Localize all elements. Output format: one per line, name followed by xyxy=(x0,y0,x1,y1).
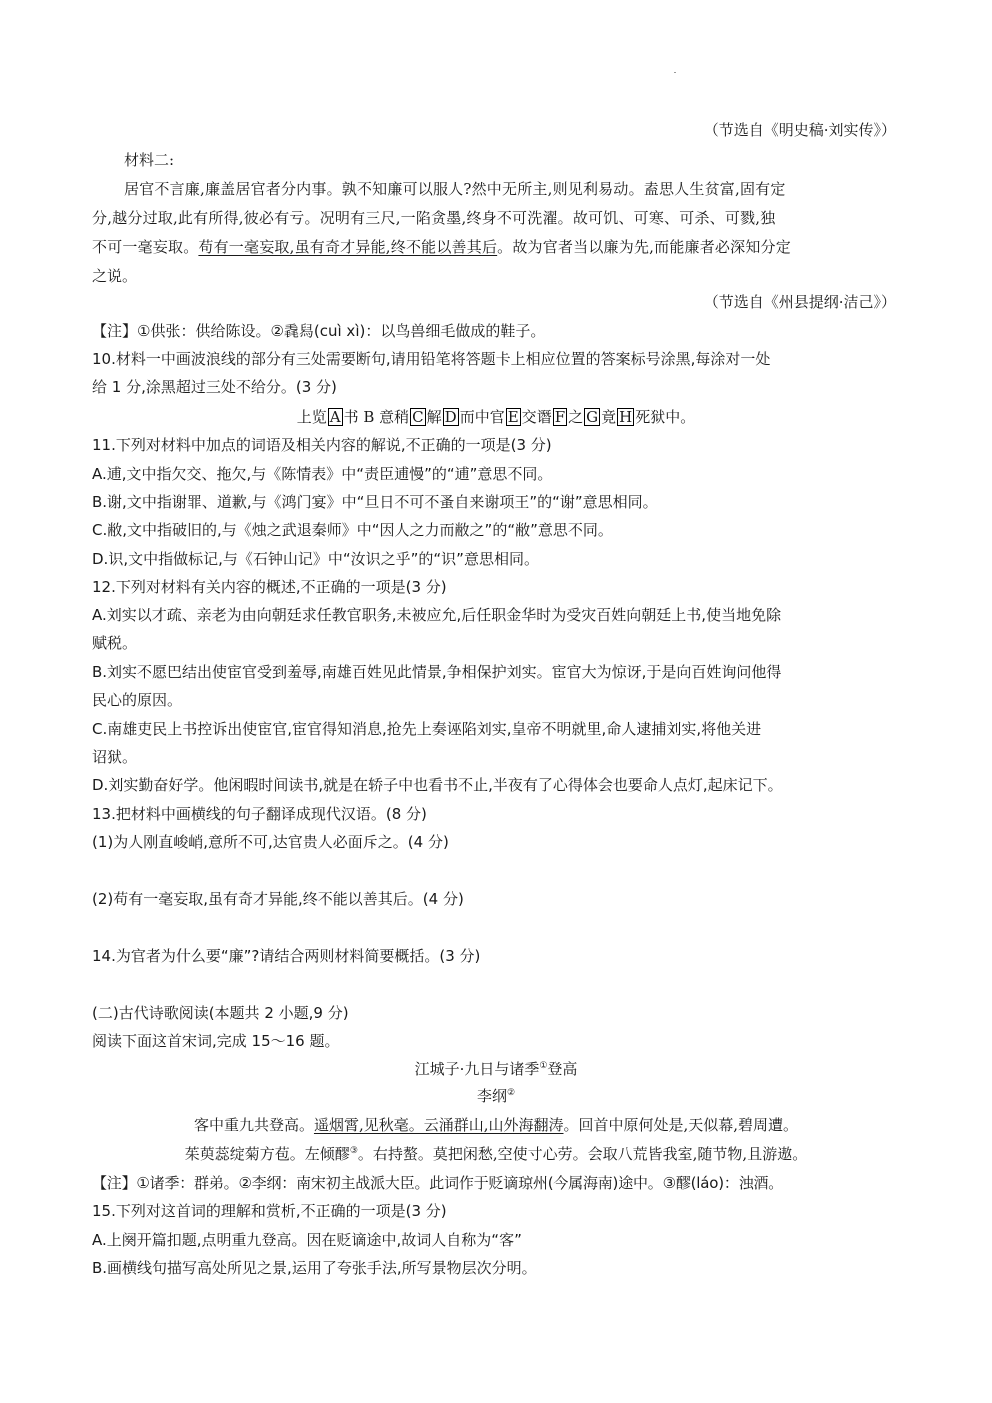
q10-seg-4: 而中官 xyxy=(459,408,505,426)
material2-line-4: 之说。 xyxy=(92,267,138,285)
q10-option-c: C xyxy=(412,408,424,426)
q10-sentence xyxy=(0,407,992,427)
poem-line-1-post: 。回首中原何处是,天似幕,碧周遭。 xyxy=(563,1116,799,1134)
poem-line-1-pre: 客中重九共登高。 xyxy=(193,1116,314,1134)
q11-option-a: A.逋,文中指欠交、拖欠,与《陈情表》中“责臣逋慢”的“逋”意思不同。 xyxy=(92,465,553,483)
note-1: 【注】①供张：供给陈设。②毳舄(cuì xì)：以鸟兽细毛做成的鞋子。 xyxy=(92,322,546,340)
material2-line-3-pre: 不可一毫妄取。 xyxy=(92,238,199,256)
q14-stem: 14.为官者为什么要“廉”?请结合两则材料简要概括。(3 分) xyxy=(92,947,481,965)
q13-part-2: (2)苟有一毫妄取,虽有奇才异能,终不能以善其后。(4 分) xyxy=(92,890,464,908)
q10-seg-6: 之 xyxy=(568,408,584,426)
note-2: 【注】①诸季：群弟。②李纲：南宋初主战派大臣。此词作于贬谪琼州(今属海南)途中。③醪(láo)：浊酒。 xyxy=(92,1174,784,1192)
material1-source: （节选自《明史稿·刘实传》） xyxy=(703,121,896,139)
poem-author-name: 李纲 xyxy=(476,1087,507,1105)
q10-seg-3: 解 xyxy=(426,408,442,426)
poem-line-2-post: 。右持螯。莫把闲愁,空使寸心劳。会取八荒皆我室,随节物,且游遨。 xyxy=(357,1145,808,1163)
section-2-intro: 阅读下面这首宋词,完成 15～16 题。 xyxy=(92,1032,340,1050)
q15-option-b: B.画横线句描写高处所见之景,运用了夸张手法,所写景物层次分明。 xyxy=(92,1259,537,1277)
material2-source: （节选自《州县提纲·洁己》） xyxy=(703,293,896,311)
q10-seg-5: 交谮 xyxy=(521,408,552,426)
poem-author-note-mark: ② xyxy=(506,1088,516,1098)
q13-stem: 13.把材料中画横线的句子翻译成现代汉语。(8 分) xyxy=(92,805,427,823)
poem-line-1 xyxy=(0,1115,992,1135)
poem-title xyxy=(0,1059,992,1079)
q12-stem: 12.下列对材料有关内容的概述,不正确的一项是(3 分) xyxy=(92,578,447,596)
q12-option-c-1: C.南雄吏民上书控诉出使宦官,宦官得知消息,抢先上奏诬陷刘实,皇帝不明就里,命人逮捕刘实,将他关进 xyxy=(92,720,762,738)
poem-line-2 xyxy=(0,1144,992,1164)
poem-title-post: 登高 xyxy=(547,1060,578,1078)
poem-line-2-note-mark: ③ xyxy=(349,1146,358,1156)
poem-underlined-line: 遥烟霄,见秋毫。云涌群山,山外海翻涛 xyxy=(313,1116,564,1134)
q11-option-c: C.敝,文中指破旧的,与《烛之武退秦师》中“因人之力而敝之”的“敝”意思不同。 xyxy=(92,521,613,539)
material2-line-3-post: 。故为官者当以廉为先,而能廉者必深知分定 xyxy=(497,238,791,256)
q11-option-d: D.识,文中指做标记,与《石钟山记》中“汝识之乎”的“识”意思相同。 xyxy=(92,550,539,568)
q13-part-1: (1)为人刚直峻峭,意所不可,达官贵人必面斥之。(4 分) xyxy=(92,833,449,851)
q10-seg-1: 上览 xyxy=(296,408,327,426)
material2-label: 材料二: xyxy=(124,151,175,169)
q10-line-2: 给 1 分,涂黑超过三处不给分。(3 分) xyxy=(92,378,337,396)
q10-line-1: 10.材料一中画波浪线的部分有三处需要断句,请用铅笔将答题卡上相应位置的答案标号涂黑,每涂对一处 xyxy=(92,350,771,368)
section-2-heading: (二)古代诗歌阅读(本题共 2 小题,9 分) xyxy=(92,1004,349,1022)
poem-title-note-mark: ① xyxy=(539,1061,548,1071)
q12-option-b-1: B.刘实不愿巴结出使宦官受到羞辱,南雄百姓见此情景,争相保护刘实。宦官大为惊讶,于是向百姓询问他得 xyxy=(92,663,782,681)
q15-stem: 15.下列对这首词的理解和赏析,不正确的一项是(3 分) xyxy=(92,1202,447,1220)
material2-line-1: 居官不言廉,廉盖居官者分内事。孰不知廉可以服人?然中无所主,则见利易动。盍思人生贫富,固有定 xyxy=(124,180,786,198)
q10-option-g: G xyxy=(586,408,599,426)
q10-option-e: E xyxy=(507,408,519,426)
q12-option-a-1: A.刘实以才疏、亲老为由向朝廷求任教官职务,未被应允,后任职金华时为受灾百姓向朝廷上书,使当地免除 xyxy=(92,606,782,624)
q12-option-a-2: 赋税。 xyxy=(92,634,138,652)
q10-seg-7: 竟 xyxy=(601,408,617,426)
material2-line-2: 分,越分过取,此有所得,彼必有亏。况明有三尺,一陷贪墨,终身不可洗濯。故可饥、可寒、可杀、可戮,独 xyxy=(92,209,776,227)
q11-stem: 11.下列对材料中加点的词语及相关内容的解说,不正确的一项是(3 分) xyxy=(92,436,552,454)
q12-option-b-2: 民心的原因。 xyxy=(92,691,183,709)
q10-option-h: H xyxy=(619,408,633,426)
q12-option-d: D.刘实勤奋好学。他闲暇时间读书,就是在轿子中也看书不止,半夜有了心得体会也要命人点灯,起床记下。 xyxy=(92,776,783,794)
poem-author xyxy=(0,1086,992,1106)
poem-line-2-pre: 茱萸蕊绽菊方苞。左倾醪 xyxy=(184,1145,350,1163)
scan-speck xyxy=(674,72,676,73)
q11-option-b: B.谢,文中指谢罪、道歉,与《鸿门宴》中“旦日不可不蚤自来谢项王”的“谢”意思相同。 xyxy=(92,493,658,511)
poem-title-pre: 江城子·九日与诸季 xyxy=(414,1060,540,1078)
q10-seg-2: 书 B 意稍 xyxy=(343,408,410,426)
material2-line-3 xyxy=(92,237,791,257)
q10-seg-8: 死狱中。 xyxy=(635,408,696,426)
q15-option-a: A.上阕开篇扣题,点明重九登高。因在贬谪途中,故词人自称为“客” xyxy=(92,1231,522,1249)
q10-option-a: A xyxy=(329,408,341,426)
q10-option-f: F xyxy=(554,408,566,426)
q10-option-d: D xyxy=(444,408,457,426)
q12-option-c-2: 诏狱。 xyxy=(92,748,138,766)
material2-underlined-sentence: 苟有一毫妄取,虽有奇才异能,终不能以善其后 xyxy=(198,238,498,256)
